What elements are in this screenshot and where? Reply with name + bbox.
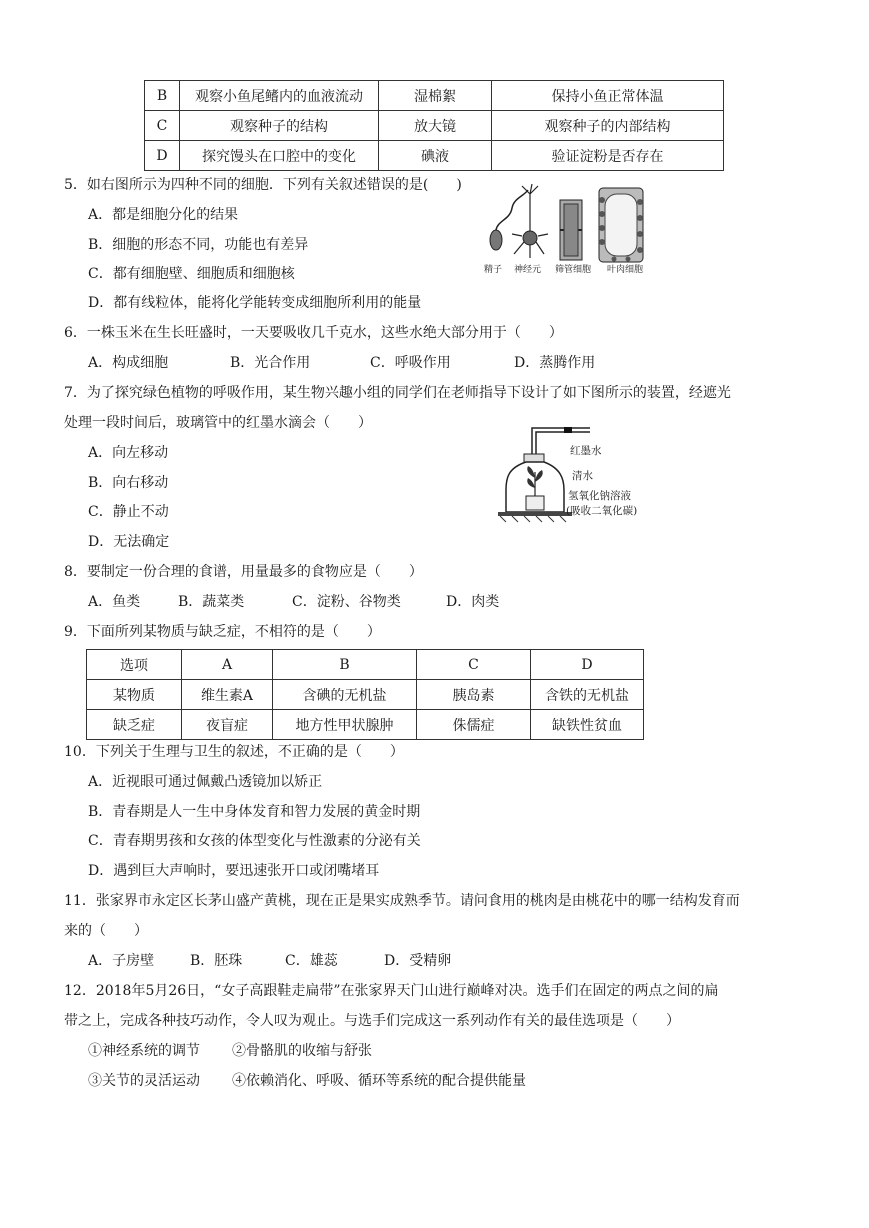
figure-label-water: 清水 bbox=[572, 470, 593, 482]
table-cell: D bbox=[145, 141, 180, 171]
question-6-option-b: B．光合作用 bbox=[230, 355, 311, 371]
table-row bbox=[87, 710, 644, 740]
figure-label-sperm: 精子 bbox=[484, 265, 503, 275]
question-6-option-a: A．构成细胞 bbox=[88, 355, 169, 371]
question-10-option-a: A．近视眼可通过佩戴凸透镜加以矫正 bbox=[88, 774, 323, 790]
substance-deficiency-table bbox=[86, 649, 644, 740]
table-cell: 胰岛素 bbox=[417, 680, 531, 710]
sperm-cell-figure bbox=[490, 190, 528, 250]
table-row bbox=[145, 81, 724, 111]
table-cell: 碘液 bbox=[379, 141, 492, 171]
question-7-stem-line2: 处理一段时间后，玻璃管中的红墨水滴会（ ） bbox=[64, 415, 372, 431]
figure-label-absorb-co2: (吸收二氧化碳) bbox=[566, 505, 638, 517]
table-cell: 探究馒头在口腔中的变化 bbox=[180, 141, 379, 171]
question-7-stem-line1: 7．为了探究绿色植物的呼吸作用，某生物兴趣小组的同学们在老师指导下设计了如下图所示的装置，经遮光 bbox=[64, 385, 731, 401]
mesophyll-cell-figure bbox=[599, 188, 643, 262]
question-6-option-c: C．呼吸作用 bbox=[370, 355, 451, 371]
question-12-item-1: ①神经系统的调节 bbox=[88, 1043, 200, 1059]
figure-label-neuron: 神经元 bbox=[514, 265, 542, 275]
question-12-stem-line1: 12．2018年5月26日，“女子高跟鞋走扁带”在张家界天门山进行巅峰对决。选手们在固定的两点之间的扁 bbox=[64, 983, 719, 999]
table-cell: 放大镜 bbox=[379, 111, 492, 141]
table-cell: 观察小鱼尾鳍内的血液流动 bbox=[180, 81, 379, 111]
question-8-option-d: D．肉类 bbox=[446, 594, 500, 610]
table-cell: 缺乏症 bbox=[87, 710, 182, 740]
question-10-option-d: D．遇到巨大声响时，要迅速张开口或闭嘴堵耳 bbox=[88, 863, 380, 879]
question-9-stem: 9．下面所列某物质与缺乏症，不相符的是（ ） bbox=[64, 624, 381, 640]
table-cell: 观察种子的内部结构 bbox=[492, 111, 724, 141]
question-6-stem: 6．一株玉米在生长旺盛时，一天要吸收几千克水，这些水绝大部分用于（ ） bbox=[64, 325, 563, 341]
question-10-option-c: C．青春期男孩和女孩的体型变化与性激素的分泌有关 bbox=[88, 833, 421, 849]
question-5-stem: 5．如右图所示为四种不同的细胞．下列有关叙述错误的是( ) bbox=[64, 177, 462, 193]
figure-label-mesophyll: 叶肉细胞 bbox=[607, 265, 644, 275]
table-cell: C bbox=[145, 111, 180, 141]
question-7-option-c: C．静止不动 bbox=[88, 504, 169, 520]
question-8-stem: 8．要制定一份合理的食谱，用量最多的食物应是（ ） bbox=[64, 564, 423, 580]
table-cell: 维生素A bbox=[182, 680, 273, 710]
experiment-table bbox=[144, 80, 724, 171]
question-11-stem-line1: 11．张家界市永定区长茅山盛产黄桃，现在正是果实成熟季节。请问食用的桃肉是由桃花中的哪一结构发育而 bbox=[64, 893, 740, 909]
question-7-option-a: A．向左移动 bbox=[88, 445, 169, 461]
question-12-item-3: ③关节的灵活运动 bbox=[88, 1073, 200, 1089]
table-row bbox=[145, 111, 724, 141]
table-cell: B bbox=[145, 81, 180, 111]
question-12-item-2: ②骨骼肌的收缩与舒张 bbox=[232, 1043, 372, 1059]
figure-label-red-ink: 红墨水 bbox=[570, 445, 602, 457]
question-6-option-d: D．蒸腾作用 bbox=[514, 355, 596, 371]
table-cell: 缺铁性贫血 bbox=[531, 710, 644, 740]
question-8-option-c: C．淀粉、谷物类 bbox=[292, 594, 401, 610]
question-8-option-b: B．蔬菜类 bbox=[178, 594, 245, 610]
table-cell: 验证淀粉是否存在 bbox=[492, 141, 724, 171]
question-10-option-b: B．青春期是人一生中身体发育和智力发展的黄金时期 bbox=[88, 804, 421, 820]
question-11-option-d: D．受精卵 bbox=[384, 953, 452, 969]
table-cell: A bbox=[182, 650, 273, 680]
table-cell: B bbox=[273, 650, 417, 680]
question-11-stem-line2: 来的（ ） bbox=[64, 923, 148, 939]
sieve-tube-cell-figure bbox=[560, 200, 582, 260]
table-cell: 湿棉絮 bbox=[379, 81, 492, 111]
table-cell: 保持小鱼正常体温 bbox=[492, 81, 724, 111]
question-5-option-c: C．都有细胞壁、细胞质和细胞核 bbox=[88, 266, 295, 282]
table-cell: 侏儒症 bbox=[417, 710, 531, 740]
figure-label-sieve-tube: 筛管细胞 bbox=[555, 265, 592, 275]
question-11-option-a: A．子房壁 bbox=[88, 953, 155, 969]
table-cell: D bbox=[531, 650, 644, 680]
red-ink-drop bbox=[564, 427, 572, 433]
neuron-figure bbox=[512, 184, 548, 258]
table-row bbox=[87, 650, 644, 680]
question-5-option-b: B．细胞的形态不同，功能也有差异 bbox=[88, 237, 309, 253]
question-10-stem: 10．下列关于生理与卫生的叙述，不正确的是（ ） bbox=[64, 744, 404, 760]
table-cell: 含碘的无机盐 bbox=[273, 680, 417, 710]
question-11-option-b: B．胚珠 bbox=[190, 953, 243, 969]
table-row bbox=[145, 141, 724, 171]
table-row bbox=[87, 680, 644, 710]
question-7-option-b: B．向右移动 bbox=[88, 475, 169, 491]
table-cell: 某物质 bbox=[87, 680, 182, 710]
question-5-option-a: A．都是细胞分化的结果 bbox=[88, 207, 239, 223]
question-12-item-4: ④依赖消化、呼吸、循环等系统的配合提供能量 bbox=[232, 1073, 526, 1089]
question-7-option-d: D．无法确定 bbox=[88, 534, 170, 550]
table-cell: 地方性甲状腺肿 bbox=[273, 710, 417, 740]
table-cell: 夜盲症 bbox=[182, 710, 273, 740]
question-8-option-a: A．鱼类 bbox=[88, 594, 141, 610]
question-5-option-d: D．都有线粒体，能将化学能转变成细胞所利用的能量 bbox=[88, 295, 422, 311]
table-cell: 选项 bbox=[87, 650, 182, 680]
table-cell: C bbox=[417, 650, 531, 680]
cells-figure bbox=[484, 180, 654, 274]
table-cell: 观察种子的结构 bbox=[180, 111, 379, 141]
figure-label-naoh: 氢氧化钠溶液 bbox=[568, 490, 631, 502]
question-11-option-c: C．雄蕊 bbox=[285, 953, 338, 969]
table-cell: 含铁的无机盐 bbox=[531, 680, 644, 710]
question-12-stem-line2: 带之上，完成各种技巧动作，令人叹为观止。与选手们完成这一系列动作有关的最佳选项是（ ） bbox=[64, 1013, 680, 1029]
